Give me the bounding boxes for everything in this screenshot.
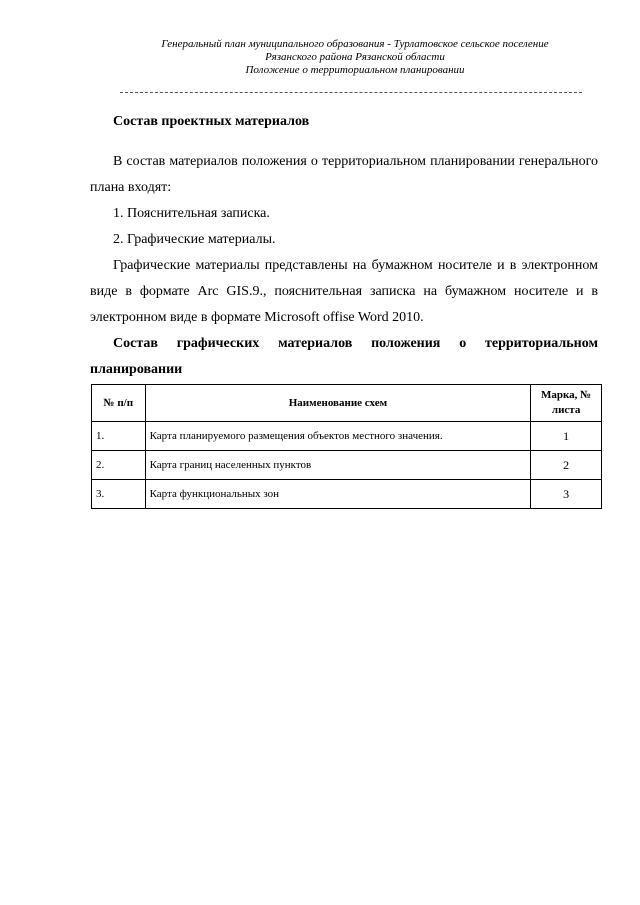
- list-item-graphic-materials: 2. Графические материалы.: [113, 232, 276, 247]
- schemes-table: [91, 384, 602, 509]
- header-mark: Марка, № листа: [531, 385, 602, 422]
- table-header-row: [92, 385, 602, 422]
- header-name: Наименование схем: [145, 385, 531, 422]
- formats-paragraph: Графические материалы представлены на бумажном носителе и в электронном виде в формате Arc GIS.9., пояснительная записка на бумажном носителе и в электронном виде в формате Microsoft offise Word 2010.: [90, 258, 598, 325]
- running-header: [100, 38, 610, 77]
- table-row: [92, 422, 602, 451]
- list-item-explanatory-note: 1. Пояснительная записка.: [113, 206, 270, 221]
- section-heading-graphic-composition: Состав графических материалов положения о территориальном планировании: [90, 336, 598, 377]
- row-name: Карта границ населенных пунктов: [145, 451, 531, 480]
- row-mark: 1: [531, 422, 602, 451]
- intro-paragraph: В состав материалов положения о территориальном планировании генерального плана входят:: [90, 154, 598, 195]
- row-num: 1.: [92, 422, 146, 451]
- row-name: Карта планируемого размещения объектов местного значения.: [145, 422, 531, 451]
- header-line-2: Рязанского района Рязанской области: [265, 51, 445, 63]
- row-num: 3.: [92, 480, 146, 509]
- table-row: [92, 451, 602, 480]
- header-num: № п/п: [92, 385, 146, 422]
- header-line-1: Генеральный план муниципального образования - Турлатовское сельское поселение: [161, 38, 549, 50]
- row-name: Карта функциональных зон: [145, 480, 531, 509]
- row-num: 2.: [92, 451, 146, 480]
- header-divider: [120, 92, 582, 93]
- section-heading-materials: Состав проектных материалов: [113, 114, 310, 129]
- row-mark: 3: [531, 480, 602, 509]
- row-mark: 2: [531, 451, 602, 480]
- table-row: [92, 480, 602, 509]
- header-line-3: Положение о территориальном планировании: [245, 64, 465, 76]
